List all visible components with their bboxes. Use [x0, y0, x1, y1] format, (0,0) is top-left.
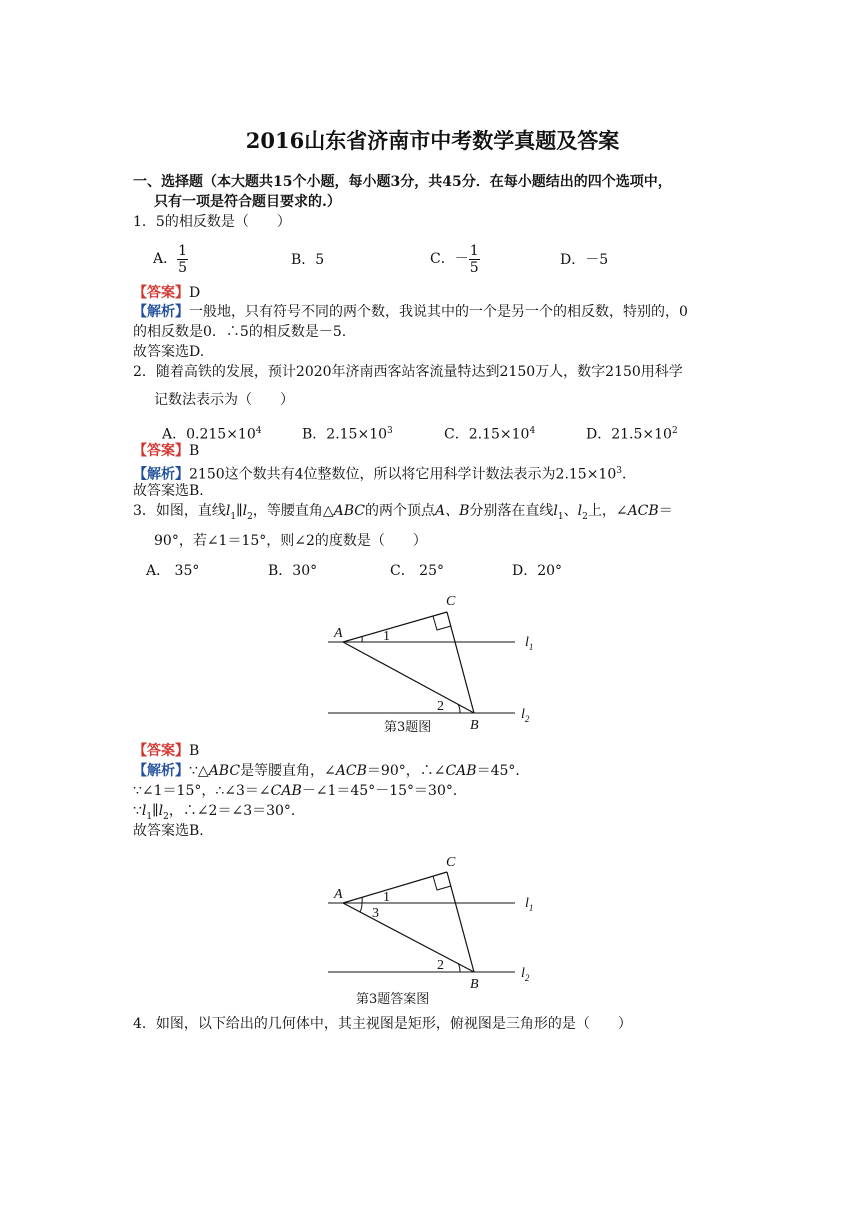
exponent: 4	[529, 426, 536, 436]
exponent: 3	[387, 426, 393, 436]
q3-option-c: C． 25°	[390, 563, 444, 579]
analysis-tag: 【解析】	[133, 466, 189, 483]
analysis-tag: 【解析】	[133, 304, 189, 320]
label-c: C	[446, 855, 456, 870]
label-angle-2: 2	[437, 699, 444, 714]
segment-cb	[447, 872, 474, 972]
q1-option-c-label: C．－	[430, 251, 469, 267]
text: 3．如图，直线	[133, 503, 226, 519]
q1-stem: 1．5的相反数是（ ）	[133, 214, 291, 230]
fraction-numerator: 1	[178, 242, 188, 259]
math-abc: ABC	[208, 763, 241, 779]
subscript: 2	[247, 511, 253, 522]
text: ＝90°，∴∠	[366, 763, 446, 779]
q3-answer-figure-geometry	[328, 872, 515, 972]
label-l1: $l_1$	[525, 635, 534, 652]
analysis-text: 2150这个数共有4位整数位，所以将它用科学计数法表示为2.15×10	[189, 466, 617, 483]
label-l2: $l_2$	[521, 707, 530, 724]
label-b: B	[470, 718, 479, 733]
math-ab: A、B	[434, 503, 470, 519]
q3-conclusion: 故答案选B.	[133, 823, 204, 839]
parallel-symbol: ∥	[152, 803, 159, 819]
option-text: C．2.15×10	[444, 426, 530, 443]
section-heading-line1: 一、选择题（本大题共15个小题，每小题3分，共45分．在每小题结出的四个选项中，	[133, 174, 672, 190]
label-a: A	[334, 887, 343, 902]
subscript: 1	[557, 511, 564, 522]
text: ，∴∠2＝∠3＝30°．	[168, 803, 305, 819]
label-l2: $l_2$	[521, 966, 530, 983]
label-l1: $l_1$	[525, 896, 534, 913]
fraction-denominator: 5	[469, 259, 479, 276]
text: ，等腰直角△	[252, 503, 334, 519]
math-l: l	[141, 803, 147, 819]
page-title: 2016山东省济南市中考数学真题及答案	[245, 128, 620, 153]
text: 的两个顶点	[364, 503, 435, 519]
q3-option-d: D．20°	[512, 563, 563, 579]
label-angle-3: 3	[372, 906, 379, 921]
segment-ac	[343, 872, 447, 903]
q1-option-b: B．5	[291, 252, 325, 268]
q3-figure-caption: 第3题图	[384, 720, 432, 735]
text: ＝45°．	[476, 763, 530, 779]
exponent: 3	[616, 466, 622, 476]
section-heading-line2: 只有一项是符合题目要求的.）	[154, 194, 341, 210]
exponent: 4	[255, 426, 262, 436]
answer-tag: 【答案】	[133, 443, 189, 459]
text: ∵△	[189, 763, 209, 779]
label-angle-1: 1	[383, 890, 390, 905]
answer-value: B	[189, 743, 200, 759]
text: 、	[563, 503, 578, 519]
label-angle-2: 2	[437, 958, 444, 973]
label-c: C	[446, 594, 456, 609]
q1-option-d: D．－5	[560, 252, 609, 268]
math-cab: CAB	[270, 783, 302, 799]
analysis-end: ．	[622, 466, 636, 483]
math-l: l	[225, 503, 231, 519]
exponent: 2	[671, 426, 678, 436]
text: 上，∠	[587, 503, 628, 519]
text: －∠1＝45°－15°＝30°．	[301, 783, 467, 799]
math-l: l	[242, 503, 248, 519]
q1-conclusion: 故答案选D.	[133, 344, 205, 360]
q3-stem-line2: 90°，若∠1＝15°，则∠2的度数是（ ）	[154, 533, 427, 549]
subscript: 1	[146, 811, 153, 822]
option-text: B．2.15×10	[302, 426, 388, 443]
segment-ab	[343, 903, 474, 972]
fraction-numerator: 1	[469, 242, 479, 259]
q3-option-b: B．30°	[268, 563, 318, 579]
text: 分别落在直线	[469, 503, 554, 519]
answer-value: D	[189, 285, 201, 301]
math-acb: ACB	[627, 503, 659, 519]
answer-value: B	[189, 443, 200, 459]
subscript: 2	[163, 811, 169, 822]
label-angle-1: 1	[383, 629, 390, 644]
math-cab: CAB	[445, 763, 477, 779]
q2-stem-line1: 2．随着高铁的发展，预计2020年济南西客站客流量特达到2150万人，数字2150用科学	[133, 364, 683, 380]
q1-option-a-label: A．	[153, 251, 178, 267]
math-acb: ACB	[335, 763, 367, 779]
fraction-denominator: 5	[178, 259, 188, 276]
q2-stem-line2: 记数法表示为（ ）	[154, 392, 294, 408]
answer-tag: 【答案】	[133, 743, 189, 759]
q2-conclusion: 故答案选B.	[133, 483, 204, 499]
text: 是等腰直角，∠	[240, 763, 336, 779]
text: ＝	[658, 503, 673, 519]
parallel-symbol: ∥	[236, 503, 243, 519]
q3-answer-figure-caption: 第3题答案图	[356, 992, 430, 1007]
math-l: l	[553, 503, 558, 519]
analysis-text: 一般地，只有符号不同的两个数，我说其中的一个是另一个的相反数，特别的，0	[189, 304, 688, 320]
subscript: 2	[582, 511, 588, 522]
label-a: A	[334, 626, 343, 641]
analysis-tag: 【解析】	[133, 763, 189, 779]
text: ∵	[133, 803, 142, 819]
option-text: D．21.5×10	[586, 426, 672, 443]
text: ∵∠1＝15°，∴∠3＝∠	[133, 783, 271, 799]
answer-tag: 【答案】	[133, 285, 189, 301]
math-l: l	[158, 803, 164, 819]
angle3-arc	[360, 903, 362, 912]
label-b: B	[470, 977, 479, 992]
q1-analysis-line2: 的相反数是0．∴5的相反数是－5.	[133, 324, 347, 340]
math-abc: ABC	[333, 503, 365, 519]
q4-stem: 4．如图，以下给出的几何体中，其主视图是矩形，俯视图是三角形的是（ ）	[133, 1016, 632, 1032]
q3-option-a: A． 35°	[146, 563, 200, 579]
option-text: A．0.215×10	[162, 426, 256, 443]
math-l: l	[577, 503, 583, 519]
subscript: 1	[230, 511, 237, 522]
